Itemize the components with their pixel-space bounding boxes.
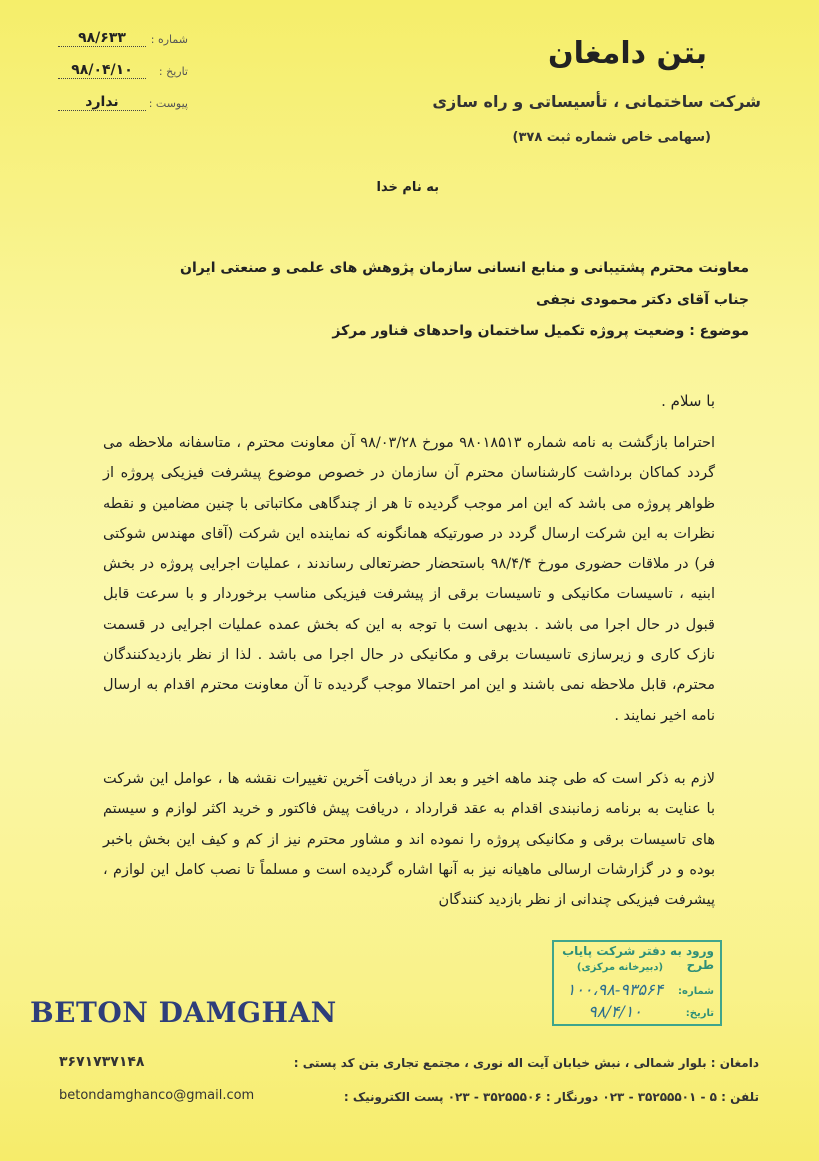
stamp-date-value: ۹۸/۴/۱۰ xyxy=(588,1002,642,1021)
greeting: با سلام . xyxy=(661,392,715,410)
footer-email[interactable]: betondamghanco@gmail.com xyxy=(59,1088,255,1103)
recipient-person: جناب آقای دکتر محمودی نجفی xyxy=(536,292,749,308)
stamp-title: ورود به دفتر شرکت پایاب طرح xyxy=(562,944,714,972)
footer-address-line xyxy=(59,1054,759,1074)
stamp-subtitle: (دبیرخانه مرکزی) xyxy=(576,962,664,973)
letter-date-field xyxy=(58,62,188,84)
stamp-number-label: شماره: xyxy=(678,986,714,997)
letter-number-field xyxy=(58,30,188,52)
stamp-number-value: ۱۰۰،۹۸-۹۳۵۶۴ xyxy=(566,980,664,999)
letter-date-label: تاریخ : xyxy=(158,65,188,78)
footer-address: دامغان : بلوار شمالی ، نبش خیابان آیت اله نوری ، مجتمع تجاری بتن کد پستی : xyxy=(293,1056,759,1070)
footer-contact-line xyxy=(59,1088,759,1108)
body-paragraph-1: احتراما بازگشت به نامه شماره ۹۸۰۱۸۵۱۳ مورخ ۹۸/۰۳/۲۸ آن معاونت محترم ، متاسفانه ملاحظه می گردد کماکان برداشت کارشناسان محترم آن سازمان در خصوص موضوع پیشرفت فیزیکی پروژه از ظواهر پروژه می باشد که این امر موجب گردیده تا هر از چندگاهی مکاتباتی با چنین مضامین و نقطه نظرات به این شرکت ارسال گردد در صورتیکه همانگونه که نماینده این شرکت (آقای مهندس شوکتی فر) در ملاقات حضوری مورخ ۹۸/۴/۴ باستحضار حضرتعالی رساندند ، عملیات اجرایی پروژه در بخش ابنیه ، تاسیسات مکانیکی و تاسیسات برقی از پیشرفت فیزیکی مناسب برخوردار و با سرعت قابل قبول در حال اجرا می باشد . بدیهی است با توجه به این که بخش عمده عملیات اجرایی در قسمت نازک کاری و زیرسازی تاسیسات برقی و مکانیکی در حال اجرا می باشد . لذا از نظر بازدیدکنندگان محترم، قابل ملاحظه نمی باشند و این امر احتمالا موجب گردیده تا آن معاونت محترم اقدام به ارسال نامه اخیر نمایند . xyxy=(103,435,716,724)
letter-number-value: ۹۸/۶۳۳ xyxy=(58,30,146,47)
letter-number-label: شماره : xyxy=(150,33,188,46)
letter-attachment-label: پیوست : xyxy=(148,97,188,110)
footer-phones: تلفن : ۵ - ۳۵۲۵۵۵۰۱ - ۰۲۳ دورنگار : ۳۵۲۵۵۵۰۶ - ۰۲۳ پست الکترونیک : xyxy=(343,1090,759,1104)
letter-attachment-field xyxy=(58,94,188,116)
company-name: بتن دامغان xyxy=(547,36,707,71)
recipient-office: معاونت محترم پشتیبانی و منابع انسانی سازمان پژوهش های علمی و صنعتی ایران xyxy=(180,260,749,276)
letter-date-value: ۹۸/۰۴/۱۰ xyxy=(58,62,146,79)
letter-attachment-value: ندارد xyxy=(58,94,146,111)
body-paragraph-2: لازم به ذکر است که طی چند ماهه اخیر و بعد از دریافت آخرین تغییرات نقشه ها ، عوامل این شرکت با عنایت به برنامه زمانبندی اقدام به عقد قرارداد ، دریافت پیش فاکتور و خرید اکثر لوازم و سیستم های تاسیسات برقی و مکانیکی پروژه را نموده اند و مشاور محترم نیز از کم و کیف این بخش باخبر بوده و در گزارشات ارسالی ماهیانه نیز به آنها اشاره گردیده است و مسلماً تا نصب کامل این لوازم ، پیشرفت فیزیکی چندانی از نظر بازدید کنندگان xyxy=(103,771,715,909)
stamp-date-label: تاریخ: xyxy=(685,1008,714,1019)
basmala: به نام خدا xyxy=(376,180,439,195)
company-description: شرکت ساختمانی ، تأسیساتی و راه سازی xyxy=(432,92,761,111)
brand-latin-logo: BETON DAMGHAN xyxy=(30,996,337,1029)
footer-postal-code: ۳۶۷۱۷۳۷۱۴۸ xyxy=(59,1054,145,1070)
stamp-date-row xyxy=(554,1002,714,1026)
stamp-number-row xyxy=(554,980,714,1004)
letter-subject: موضوع : وضعیت پروژه تکمیل ساختمان واحدهای فناور مرکز xyxy=(332,323,749,339)
company-registration: (سهامی خاص شماره ثبت ۳۷۸) xyxy=(512,130,711,145)
receipt-stamp xyxy=(552,940,722,1026)
